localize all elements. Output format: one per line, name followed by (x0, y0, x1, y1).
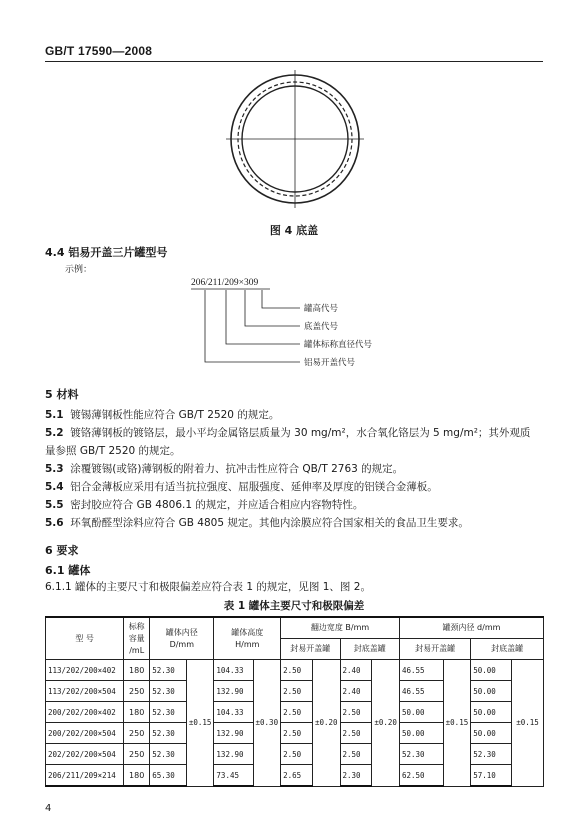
table-cell: 132.90 (214, 681, 253, 702)
table-cell: 2.50 (281, 744, 313, 765)
table-cell: 180 (124, 765, 150, 787)
header-flange-width: 翻边宽度 B/mm (281, 617, 400, 639)
table-cell: 2.50 (340, 702, 372, 723)
item-5-5: 5.5 密封胶应符合 GB 4806.1 的规定，并应适合相应内容物特性。 (45, 499, 364, 511)
header-neck-diameter: 罐颈内径 d/mm (399, 617, 543, 639)
label-easy-open-lid: 铝易开盖代号 (304, 358, 356, 368)
table-cell: 50.00 (471, 723, 512, 744)
table-cell: 200/202/200×402 (46, 702, 124, 723)
table-cell: 104.33 (214, 702, 253, 723)
table-cell: 52.30 (150, 681, 187, 702)
table-cell: 2.50 (281, 660, 313, 681)
table-cell: 2.30 (340, 765, 372, 787)
table-cell: 104.33 (214, 660, 253, 681)
table-cell: 206/211/209×214 (46, 765, 124, 787)
table-cell: 132.90 (214, 744, 253, 765)
table-cell: 50.00 (471, 660, 512, 681)
header-flange-bottom: 封底盖罐 (340, 639, 399, 660)
section-5-heading: 5 材料 (45, 388, 79, 401)
table-cell: 52.30 (150, 660, 187, 681)
header-inner-diameter: 罐体内径 D/mm (150, 617, 214, 660)
table-cell: 2.65 (281, 765, 313, 787)
section-6-1-1-text: 6.1.1 罐体的主要尺寸和极限偏差应符合表 1 的规定，见图 1、图 2。 (45, 581, 371, 593)
section-4-4-heading: 4.4 铝易开盖三片罐型号 (45, 246, 168, 259)
example-label: 示例： (65, 265, 93, 275)
table-cell: 2.40 (340, 660, 372, 681)
table-cell: 46.55 (399, 681, 443, 702)
tolerance-neck-easy-open: ±0.15 (443, 660, 471, 787)
table-cell: 52.30 (150, 723, 187, 744)
tolerance-flange-bottom: ±0.20 (372, 660, 400, 787)
table-cell: 2.50 (281, 723, 313, 744)
standard-number: GB/T 17590—2008 (45, 44, 153, 58)
header-height: 罐体高度 H/mm (214, 617, 281, 660)
table-cell: 62.50 (399, 765, 443, 787)
header-model: 型 号 (46, 617, 124, 660)
table-cell: 50.00 (399, 702, 443, 723)
header-neck-easy-open: 封易开盖罐 (399, 639, 470, 660)
table-cell: 50.00 (471, 702, 512, 723)
table-cell: 2.50 (281, 702, 313, 723)
table-caption: 表 1 罐体主要尺寸和极限偏差 (223, 600, 365, 612)
header-neck-bottom: 封底盖罐 (471, 639, 544, 660)
table-cell: 2.50 (340, 723, 372, 744)
table-cell: 46.55 (399, 660, 443, 681)
table-cell: 2.40 (340, 681, 372, 702)
item-5-2-cont: 量参照 GB/T 2520 的规定。 (45, 445, 181, 457)
section-6-1-heading: 6.1 罐体 (45, 564, 91, 577)
table-cell: 113/202/200×402 (46, 660, 124, 681)
table-cell: 200/202/200×504 (46, 723, 124, 744)
table-cell: 113/202/200×504 (46, 681, 124, 702)
table-row (46, 660, 544, 681)
label-body-diameter: 罐体标称直径代号 (304, 340, 373, 350)
figure-caption: 图 4 底盖 (269, 224, 319, 237)
table-cell: 52.30 (150, 702, 187, 723)
tolerance-inner-diameter: ±0.15 (186, 660, 214, 787)
label-can-height: 罐高代号 (304, 304, 339, 314)
header-flange-easy-open: 封易开盖罐 (281, 639, 340, 660)
table-cell: 250 (124, 723, 150, 744)
table-cell: 180 (124, 702, 150, 723)
table-cell: 57.10 (471, 765, 512, 787)
page-number: 4 (45, 803, 52, 814)
table-cell: 50.00 (399, 723, 443, 744)
item-5-2: 5.2 镀铬薄钢板的镀铬层，最小平均金属铬层质量为 30 mg/m²，水合氧化铬层为 5 mg/m²；其外观质 (45, 427, 531, 439)
table-cell: 250 (124, 681, 150, 702)
label-bottom-lid: 底盖代号 (304, 322, 339, 332)
table-cell: 65.30 (150, 765, 187, 787)
table-cell: 50.00 (471, 681, 512, 702)
table-cell: 180 (124, 660, 150, 681)
header-capacity: 标称 容量 /mL (124, 617, 150, 660)
table-cell: 73.45 (214, 765, 253, 787)
table-cell: 2.50 (281, 681, 313, 702)
table-cell: 52.30 (399, 744, 443, 765)
table-cell: 202/202/200×504 (46, 744, 124, 765)
tolerance-flange-easy-open: ±0.20 (312, 660, 340, 787)
tolerance-height: ±0.30 (253, 660, 281, 787)
model-code-leader-lines (0, 0, 588, 380)
item-5-6: 5.6 环氧酚醛型涂料应符合 GB 4805 规定。其他内涂膜应符合国家相关的食品卫生要求。 (45, 517, 469, 529)
section-6-heading: 6 要求 (45, 544, 79, 557)
table-cell: 132.90 (214, 723, 253, 744)
leader-can-height (262, 290, 300, 308)
model-code-example: 206/211/209×309 (191, 278, 259, 288)
item-5-4: 5.4 铝合金薄板应采用有适当抗拉强度、屈服强度、延伸率及厚度的铝镁合金薄板。 (45, 481, 438, 493)
table-cell: 2.50 (340, 744, 372, 765)
table-cell: 52.30 (150, 744, 187, 765)
section-5-items (45, 406, 545, 532)
item-5-1: 5.1 镀锡薄钢板性能应符合 GB/T 2520 的规定。 (45, 409, 280, 421)
table-cell: 52.30 (471, 744, 512, 765)
leader-body-diameter (226, 290, 300, 344)
table-cell: 250 (124, 744, 150, 765)
tolerance-neck-bottom: ±0.15 (512, 660, 544, 787)
dimensions-table (45, 616, 544, 787)
item-5-3: 5.3 涂覆镀锡(或铬)薄钢板的附着力、抗冲击性应符合 QB/T 2763 的规定。 (45, 463, 404, 475)
